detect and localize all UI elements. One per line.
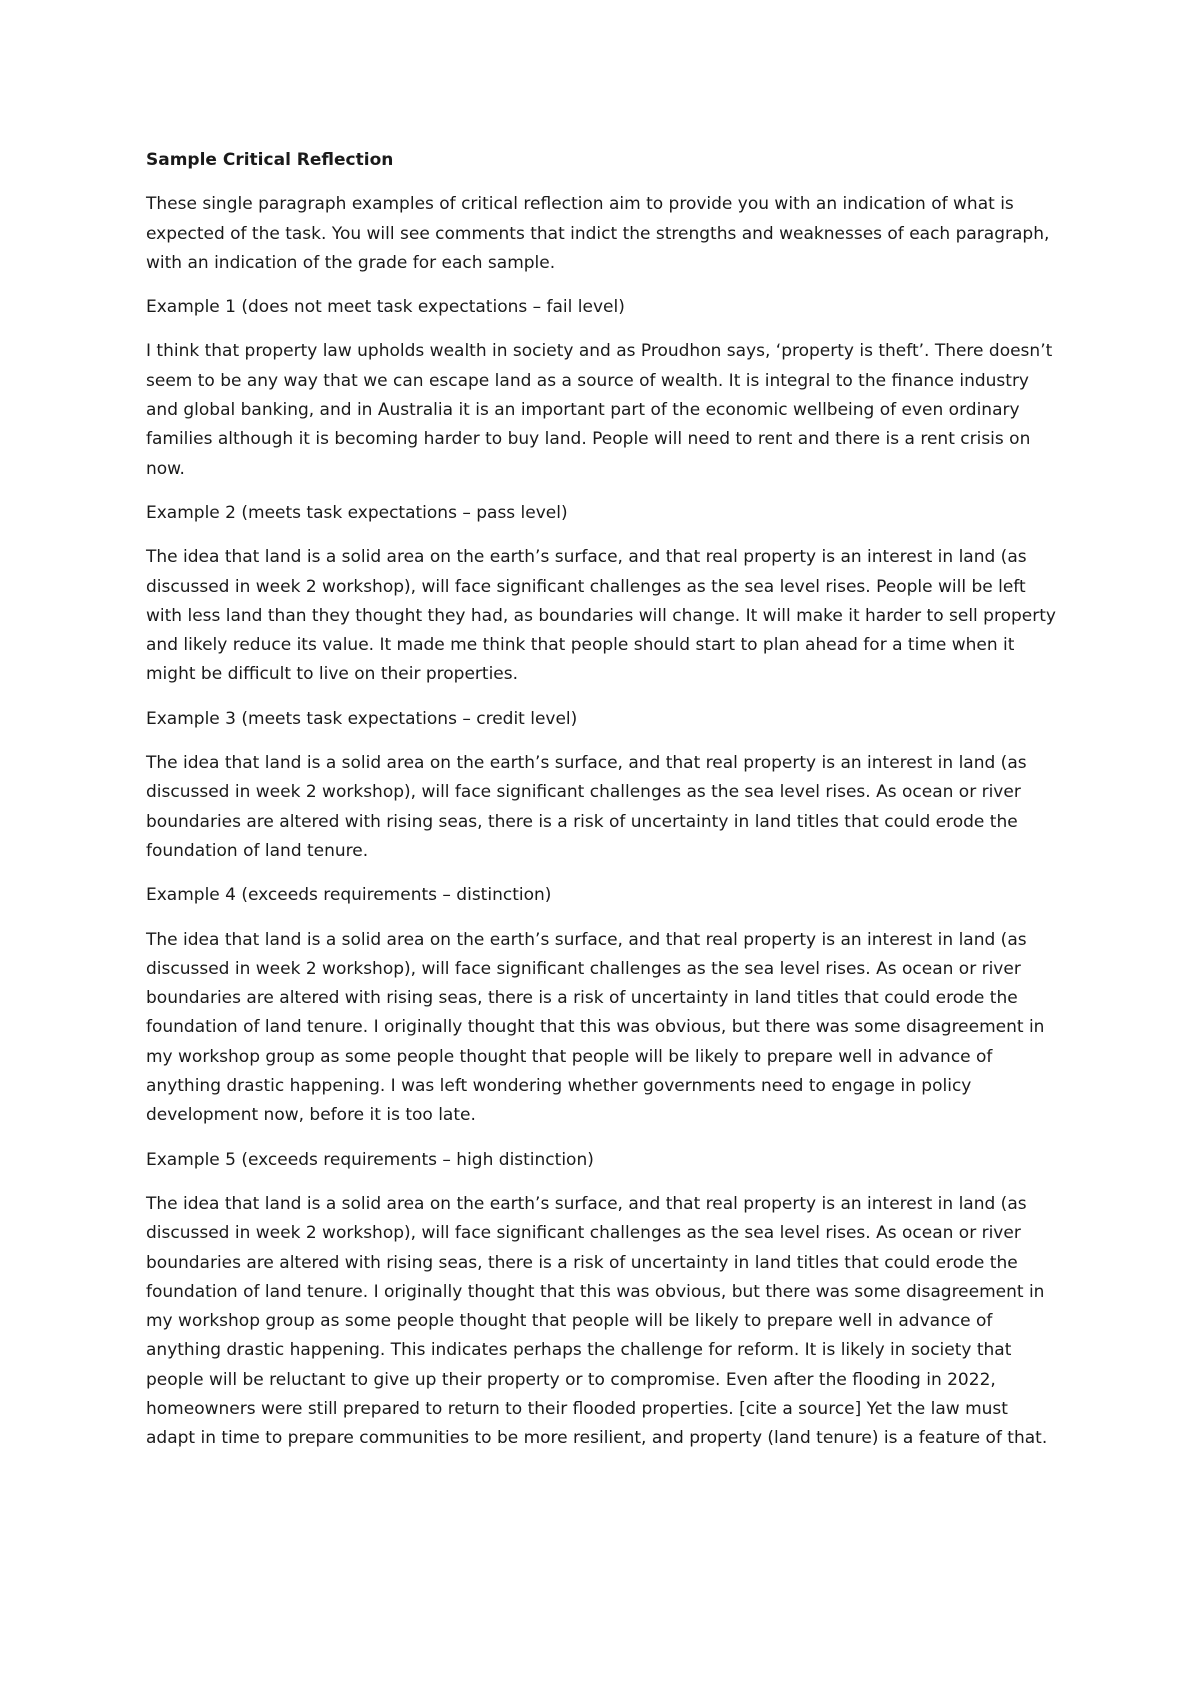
example-2-text: The idea that land is a solid area on the earth’s surface, and that real property is an interest in land (as discussed in week 2 workshop), will face significant challenges as the sea level rises. People will be left with less land than they thought they had, as boundaries will change. It will make it harder to sell property and likely reduce its value. It made me think that people should start to plan ahead for a time when it might be difficult to live on their properties.	[146, 547, 1056, 685]
intro-paragraph: These single paragraph examples of critical reflection aim to provide you with an indication of what is expected of the task. You will see comments that indict the strengths and weaknesses of each paragraph, with an indication of the grade for each sample.	[146, 194, 1050, 273]
example-3-text: The idea that land is a solid area on the earth’s surface, and that real property is an interest in land (as discussed in week 2 workshop), will face significant challenges as the sea level rises. As ocean or river boundaries are altered with rising seas, there is a risk of uncertainty in land titles that could erode the foundation of land tenure.	[146, 753, 1027, 861]
example-2-heading: Example 2 (meets task expectations – pass level)	[146, 502, 568, 523]
document-title: Sample Critical Reflection	[146, 150, 394, 170]
example-4-text: The idea that land is a solid area on the earth’s surface, and that real property is an interest in land (as discussed in week 2 workshop), will face significant challenges as the sea level rises. As ocean or river boundaries are altered with rising seas, there is a risk of uncertainty in land titles that could erode the foundation of land tenure. I originally thought that this was obvious, but there was some disagreement in my workshop group as some people thought that people will be likely to prepare well in advance of anything drastic happening. I was left wondering whether governments need to engage in policy development now, before it is too late.	[146, 929, 1045, 1126]
example-4-heading: Example 4 (exceeds requirements – distinction)	[146, 885, 552, 906]
example-5-heading: Example 5 (exceeds requirements – high distinction)	[146, 1149, 594, 1170]
example-5-text: The idea that land is a solid area on the earth’s surface, and that real property is an interest in land (as discussed in week 2 workshop), will face significant challenges as the sea level rises. As ocean or river boundaries are altered with rising seas, there is a risk of uncertainty in land titles that could erode the foundation of land tenure. I originally thought that this was obvious, but there was some disagreement in my workshop group as some people thought that people will be likely to prepare well in advance of anything drastic happening. This indicates perhaps the challenge for reform. It is likely in society that people will be reluctant to give up their property or to compromise. Even after the flooding in 2022, homeowners were still prepared to return to their flooded properties. [cite a source] Yet the law must adapt in time to prepare communities to be more resilient, and property (land tenure) is a feature of that.	[146, 1193, 1048, 1449]
document-body	[146, 146, 1062, 1469]
example-1-heading: Example 1 (does not meet task expectations – fail level)	[146, 297, 625, 318]
example-3-heading: Example 3 (meets task expectations – credit level)	[146, 708, 578, 729]
example-1-text: I think that property law upholds wealth in society and as Proudhon says, ‘property is theft’. There doesn’t seem to be any way that we can escape land as a source of wealth. It is integral to the finance industry and global banking, and in Australia it is an important part of the economic wellbeing of even ordinary families although it is becoming harder to buy land. People will need to rent and there is a rent crisis on now.	[146, 341, 1053, 479]
